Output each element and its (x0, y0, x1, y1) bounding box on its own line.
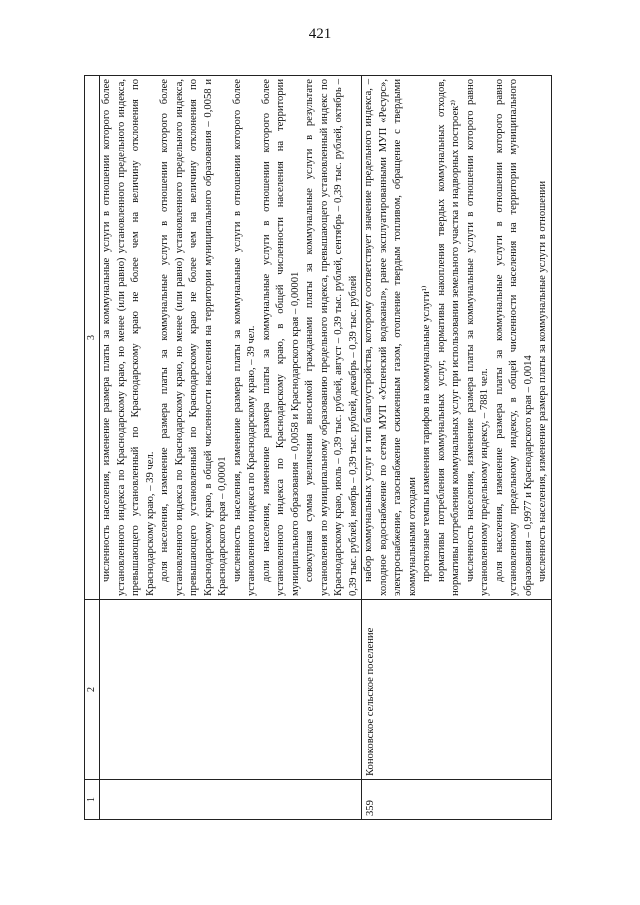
settlement-name (100, 600, 362, 780)
table-row (100, 76, 362, 820)
table-row (362, 76, 552, 820)
indicator-cell (100, 76, 362, 600)
header-col-2: 2 (85, 600, 100, 780)
indicator-paragraph: совокупная сумма увеличения вносимой гражданами платы за коммунальные услуги в результате установления по муниципальному образованию предельного индекса, превышающего установленный индекс по Краснодарскому краю, июль – 0,39 тыс. рублей, август – 0,39 тыс. рублей, сентябрь – 0,39 тыс. рублей, октябрь – 0,39 тыс. рублей, ноябрь – 0,39 тыс. рублей, декабрь – 0,39 тыс. рублей (304, 79, 359, 596)
indicator-paragraph: численность населения, изменение размера платы за коммунальные услуги в отношении которого более установленного индекса по Краснодарскому краю, но менее (или равно) установленного предельного индекса, превышающего установленный по Краснодарскому краю не более чем на величину отклонения по Краснодарскому краю, – 39 чел. (101, 79, 156, 596)
indicator-paragraph: доля населения, изменение размера платы за коммунальные услуги в отношении которого более установленного индекса по Краснодарскому краю, но менее (или равно) установленного предельного индекса, превышающего установленный по Краснодарскому краю не более чем на величину отклонения по Краснодарскому краю, в общей численности населения на территории муниципального образования – 0,0058 и Краснодарского края – 0,00001 (159, 79, 228, 596)
indicator-paragraph: набор коммунальных услуг и тип благоустройства, которому соответствует значение предельного индекса, – холодное водоснабжение по сетям МУП «Успенский водоканал», ранее эксплуатированными МУП «Ресурс», электроснабжение, газоснабжение сжиженным газом, отопление твердым топливом, обращение с твердыми коммунальными отходами (363, 79, 418, 596)
rotated-table-container (84, 76, 620, 820)
indicator-paragraph: прогнозные темпы изменения тарифов на коммунальные услуги¹⁾ (421, 285, 432, 582)
row-number: 359 (362, 780, 552, 820)
table-header-row (85, 76, 100, 820)
settlement-name: Коноковское сельское поселение (362, 600, 552, 780)
indicator-paragraph: численность населения, изменение размера платы за коммунальные услуги в отношении (537, 180, 548, 582)
page-number: 421 (308, 26, 332, 42)
row-number (100, 780, 362, 820)
tariff-table (84, 75, 552, 820)
indicator-paragraph: численность населения, изменение размера платы за коммунальные услуги в отношении которого равно установленному предельному индексу, – 7881 чел. (464, 79, 490, 596)
indicator-cell (362, 76, 552, 600)
header-col-3: 3 (85, 76, 100, 600)
indicator-paragraph: доля населения, изменение размера платы за коммунальные услуги в отношении которого равно установленному предельному индексу, в общей численности населения на территории муниципального образования – 0,9977 и Краснодарского края – 0,0014 (493, 79, 534, 596)
indicator-paragraph: нормативы потребления коммунальных услуг, нормативы накопления твердых коммунальных отходов, нормативы потребления коммунальных услуг при использовании земельного участка и надворных построек²⁾ (435, 79, 461, 596)
indicator-paragraph: численность населения, изменение размера платы за коммунальные услуги в отношении которого более установленного индекса по Краснодарскому краю, – 39 чел. (231, 79, 257, 596)
indicator-paragraph: доли населения, изменение размера платы за коммунальные услуги в отношении которого более установленного индекса по Краснодарскому краю, в общей численности населения на территории муниципального образования – 0,0058 и Краснодарского края – 0,00001 (260, 79, 301, 596)
header-col-1: 1 (85, 780, 100, 820)
